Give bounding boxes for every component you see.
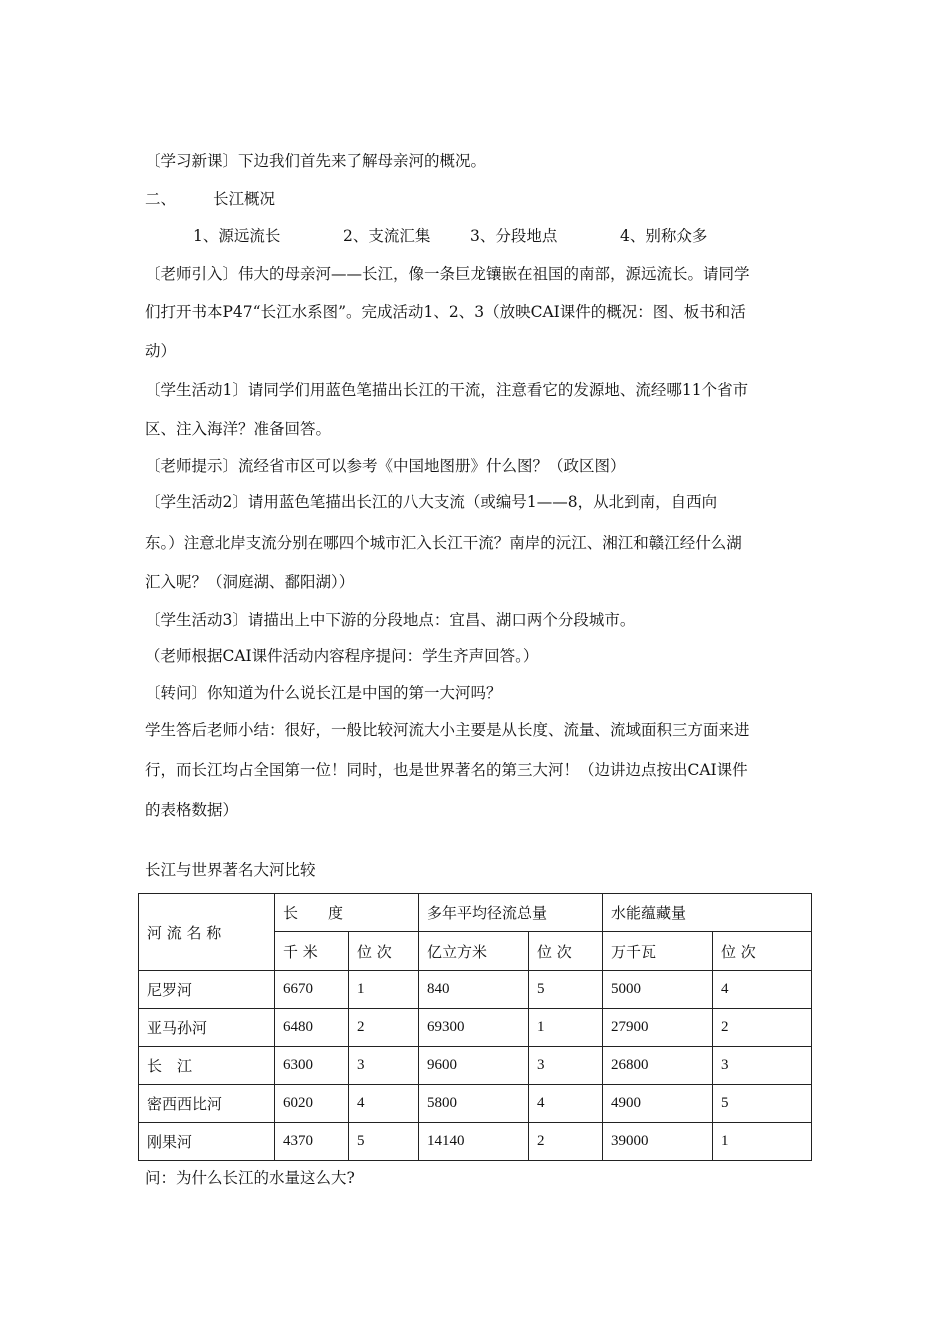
header-runoff: 多年平均径流总量 xyxy=(419,894,603,932)
hydro-rank: 2 xyxy=(713,1009,812,1047)
subheader-rank: 位 次 xyxy=(713,932,812,971)
paragraph-line: 学生答后老师小结：很好，一般比较河流大小主要是从长度、流量、流域面积三方面来进 xyxy=(145,721,750,739)
subheader-rank: 位 次 xyxy=(529,932,603,971)
runoff-value: 840 xyxy=(419,971,529,1009)
runoff-value: 9600 xyxy=(419,1047,529,1085)
section-number: 二、 xyxy=(145,190,177,208)
topic-item: 2、支流汇集 xyxy=(343,227,431,245)
hydro-rank: 3 xyxy=(713,1047,812,1085)
table-row xyxy=(139,1009,812,1047)
hydro-value: 4900 xyxy=(603,1085,713,1123)
table-row xyxy=(139,1047,812,1085)
paragraph-line: 〔学生活动3〕请描出上中下游的分段地点：宜昌、湖口两个分段城市。 xyxy=(145,611,636,629)
hydro-rank: 1 xyxy=(713,1123,812,1161)
topic-item: 3、分段地点 xyxy=(470,227,558,245)
question-line: 问：为什么长江的水量这么大? xyxy=(145,1169,355,1187)
subheader-km: 千 米 xyxy=(275,932,349,971)
paragraph-line: 们打开书本P47“长江水系图”。完成活动1、2、3（放映CAI课件的概况：图、板书和活 xyxy=(145,303,746,321)
table-header-row xyxy=(139,894,812,932)
paragraph-line: 〔转问〕你知道为什么说长江是中国的第一大河吗？ xyxy=(145,684,502,702)
length-rank: 3 xyxy=(349,1047,419,1085)
runoff-value: 69300 xyxy=(419,1009,529,1047)
runoff-rank: 3 xyxy=(529,1047,603,1085)
river-name: 尼罗河 xyxy=(139,971,275,1009)
length-km: 6300 xyxy=(275,1047,349,1085)
runoff-value: 5800 xyxy=(419,1085,529,1123)
paragraph-line: 〔老师提示〕流经省市区可以参考《中国地图册》什么图？（政区图） xyxy=(145,457,626,475)
topic-item: 4、别称众多 xyxy=(620,227,708,245)
paragraph-line: 行，而长江均占全国第一位！同时，也是世界著名的第三大河！（边讲边点按出CAI课件 xyxy=(145,761,748,779)
table-row xyxy=(139,1123,812,1161)
paragraph-line: 区、注入海洋？准备回答。 xyxy=(145,420,332,438)
length-rank: 2 xyxy=(349,1009,419,1047)
hydro-rank: 4 xyxy=(713,971,812,1009)
paragraph-line: 的表格数据） xyxy=(145,801,239,819)
subheader-rank: 位 次 xyxy=(349,932,419,971)
river-comparison-table xyxy=(138,893,812,1161)
length-km: 6020 xyxy=(275,1085,349,1123)
hydro-value: 5000 xyxy=(603,971,713,1009)
hydro-rank: 5 xyxy=(713,1085,812,1123)
table-row xyxy=(139,971,812,1009)
paragraph-line: 〔老师引入〕伟大的母亲河——长江，像一条巨龙镶嵌在祖国的南部，源远流长。请同学 xyxy=(145,265,750,283)
section-title: 长江概况 xyxy=(213,190,276,208)
paragraph-line: 汇入呢？（洞庭湖、鄱阳湖）） xyxy=(145,573,355,591)
hydro-value: 27900 xyxy=(603,1009,713,1047)
length-rank: 4 xyxy=(349,1085,419,1123)
length-rank: 1 xyxy=(349,971,419,1009)
table-caption: 长江与世界著名大河比较 xyxy=(145,861,316,879)
subheader-runoff-unit: 亿立方米 xyxy=(419,932,529,971)
topic-item: 1、源远流长 xyxy=(193,227,281,245)
subheader-hydro-unit: 万千瓦 xyxy=(603,932,713,971)
header-hydropower: 水能蕴藏量 xyxy=(603,894,812,932)
river-name: 亚马孙河 xyxy=(139,1009,275,1047)
intro-line: 〔学习新课〕下边我们首先来了解母亲河的概况。 xyxy=(145,152,487,170)
paragraph-line: 动） xyxy=(145,342,177,360)
length-km: 6480 xyxy=(275,1009,349,1047)
paragraph-line: 〔学生活动1〕请同学们用蓝色笔描出长江的干流，注意看它的发源地、流经哪11个省市 xyxy=(145,381,749,399)
runoff-value: 14140 xyxy=(419,1123,529,1161)
header-river-name: 河 流 名 称 xyxy=(139,894,275,971)
hydro-value: 26800 xyxy=(603,1047,713,1085)
river-name: 刚果河 xyxy=(139,1123,275,1161)
runoff-rank: 5 xyxy=(529,971,603,1009)
paragraph-line: 东。）注意北岸支流分别在哪四个城市汇入长江干流？南岸的沅江、湘江和赣江经什么湖 xyxy=(145,534,742,552)
table-row xyxy=(139,1085,812,1123)
runoff-rank: 4 xyxy=(529,1085,603,1123)
paragraph-line: （老师根据CAI课件活动内容程序提问：学生齐声回答。） xyxy=(145,647,539,665)
river-name: 密西西比河 xyxy=(139,1085,275,1123)
length-km: 4370 xyxy=(275,1123,349,1161)
header-length: 长 度 xyxy=(275,894,419,932)
runoff-rank: 1 xyxy=(529,1009,603,1047)
hydro-value: 39000 xyxy=(603,1123,713,1161)
runoff-rank: 2 xyxy=(529,1123,603,1161)
river-name: 长 江 xyxy=(139,1047,275,1085)
paragraph-line: 〔学生活动2〕请用蓝色笔描出长江的八大支流（或编号1——8，从北到南，自西向 xyxy=(145,493,718,511)
length-rank: 5 xyxy=(349,1123,419,1161)
length-km: 6670 xyxy=(275,971,349,1009)
